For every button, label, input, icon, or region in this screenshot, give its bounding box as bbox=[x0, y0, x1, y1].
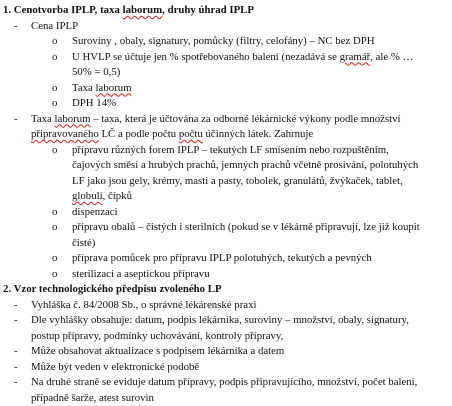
circle-bullet: o bbox=[52, 252, 58, 264]
text-run: Vyhláška č. 84/2008 Sb., o správné lékárenské praxi bbox=[31, 298, 257, 311]
dash-bullet: - bbox=[14, 376, 18, 388]
sub-list-item bbox=[72, 143, 389, 158]
list-item bbox=[31, 112, 401, 127]
misspelled-word: gramář bbox=[339, 50, 371, 63]
section-heading: 2. Vzor technologického předpisu zvoleného LP bbox=[3, 283, 222, 295]
sub-list-item bbox=[72, 220, 420, 235]
dash-bullet: - bbox=[14, 360, 18, 373]
sub-list-item bbox=[72, 251, 372, 266]
circle-bullet: o bbox=[52, 50, 58, 63]
misspelled-word: laborum bbox=[95, 81, 132, 94]
sub-list-item bbox=[72, 205, 118, 220]
text-run: případně šarže, atest surovin bbox=[31, 391, 154, 404]
sub-list-item bbox=[72, 158, 418, 173]
sub-list-item bbox=[72, 236, 95, 251]
list-item-label: Cena IPLP bbox=[31, 19, 79, 32]
circle-bullet: o bbox=[52, 221, 58, 233]
text-run: Taxa bbox=[72, 81, 96, 94]
text-run: DPH 14% bbox=[72, 97, 117, 109]
list-item bbox=[31, 344, 284, 359]
dash-bullet: - bbox=[14, 314, 18, 326]
text-run: U HVLP se účtuje jen % spotřebovaného balení (nezadává se bbox=[72, 50, 340, 63]
text-run: , čípků bbox=[102, 190, 132, 202]
text-run: Dle vyhlášky obsahuje: datum, podpis lékárníka, suroviny – množství, obaly, signatury, bbox=[31, 314, 409, 326]
dash-bullet: - bbox=[14, 298, 18, 311]
misspelled-word: počtu bbox=[178, 128, 203, 140]
sub-list-item bbox=[72, 65, 120, 80]
text-run: účinných látek. Zahrnuje bbox=[202, 128, 314, 140]
list-item bbox=[31, 298, 256, 313]
text-run: LČ a podle počtu bbox=[98, 128, 179, 140]
text-run: 50% = 0,5) bbox=[72, 66, 121, 78]
circle-bullet: o bbox=[52, 143, 58, 156]
text-run: Na druhé straně se eviduje datum přípravy, podpis připravujícího, množství, počet balení, bbox=[31, 376, 418, 388]
sub-list-item bbox=[72, 189, 132, 204]
circle-bullet: o bbox=[52, 97, 58, 109]
section-heading bbox=[3, 3, 254, 18]
text-run: , druhy úhrad IPLP bbox=[162, 4, 254, 16]
text-run: Taxa bbox=[31, 112, 55, 125]
sub-list-item bbox=[72, 174, 403, 189]
dash-bullet: - bbox=[14, 19, 18, 32]
misspelled-word: laborum bbox=[122, 4, 163, 16]
text-run: přípravu různých forem IPLP – tekutých LF smísením nebo rozpuštěním, bbox=[72, 143, 389, 156]
text-run: 1. Cenotvorba IPLP, taxa bbox=[3, 4, 123, 16]
text-run: přípravu obalů – čistých i sterilních (pokud se v lékárně připravují, lze již koupit bbox=[72, 221, 420, 233]
text-run: Suroviny , obaly, signatury, pomůcky (filtry, celofány) – NC bez DPH bbox=[72, 35, 375, 47]
misspelled-word: globulí bbox=[72, 190, 103, 202]
text-run: čisté) bbox=[72, 236, 96, 249]
text-run: sterilizaci a aseptickou přípravu bbox=[72, 267, 210, 280]
sub-list-item bbox=[72, 81, 132, 96]
text-run: Může být veden v elektronické podobě bbox=[31, 360, 200, 373]
list-item bbox=[31, 375, 417, 390]
misspelled-word: laborum bbox=[54, 112, 91, 125]
text-run: příprava pomůcek pro přípravu IPLP polotuhých, tekutých a pevných bbox=[72, 252, 372, 264]
circle-bullet: o bbox=[52, 267, 58, 280]
list-item bbox=[31, 391, 154, 406]
list-item bbox=[31, 360, 199, 375]
circle-bullet: o bbox=[52, 81, 58, 94]
list-item bbox=[31, 127, 313, 142]
sub-list-item bbox=[72, 267, 210, 282]
text-run: čajových směsí a hrubých prachů, jemných prachů včetně prosívání, polotuhých bbox=[72, 159, 419, 171]
text-run: LF jako jsou gely, krémy, masti a pasty, tobolek, granulátů, žvýkaček, tablet, bbox=[72, 174, 403, 187]
circle-bullet: o bbox=[52, 205, 58, 218]
text-run: postup přípravy, podmínky uchovávání, kontroly přípravy, bbox=[31, 329, 284, 342]
text-run: dispenzaci bbox=[72, 205, 118, 218]
sub-list-item bbox=[72, 50, 413, 65]
dash-bullet: - bbox=[14, 345, 18, 357]
dash-bullet: - bbox=[14, 112, 18, 125]
misspelled-word: připravovaného bbox=[31, 128, 99, 140]
sub-list-item bbox=[72, 34, 375, 49]
circle-bullet: o bbox=[52, 35, 58, 47]
sub-list-item bbox=[72, 96, 116, 111]
text-run: Může obsahovat aktualizace s podpisem lékárníka a datem bbox=[31, 345, 285, 357]
list-item bbox=[31, 313, 409, 328]
text-run: – taxa, která je účtována za odborné lékárnické výkony podle množství bbox=[90, 112, 401, 125]
list-item bbox=[31, 329, 283, 344]
text-run: , ale % … bbox=[370, 50, 414, 63]
